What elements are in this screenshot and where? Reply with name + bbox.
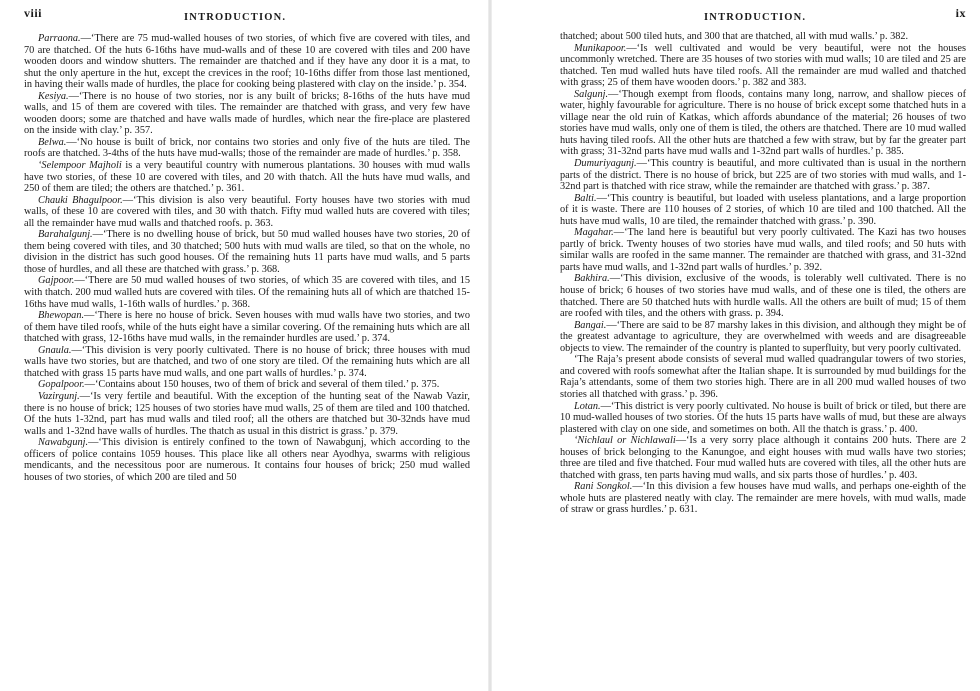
entry-text: —‘This country is beautiful, and more cultivated than is usual in the northern parts of the district. There is no house of brick, but 225 are of two stories with mud walls, and 1-32nd part is thatched with rice straw, while the remainder are thatched with grass.’ p. 387. — [560, 158, 966, 193]
place-name: Munikapoor. — [574, 42, 627, 54]
entry-paragraph — [560, 481, 966, 516]
entry-paragraph — [24, 379, 470, 391]
entry-text: —‘This division is very poorly cultivated. There is no house of brick; three houses with mud walls have two stories, but are thatched, and two of one story are tiled. Of the remaining huts which are all thatched with grass 15 parts have mud walls, and one part walls of hurdles.’ p. 374. — [24, 344, 470, 379]
entry-paragraph — [24, 229, 470, 275]
place-name: Balti. — [574, 192, 597, 204]
entry-paragraph — [24, 195, 470, 230]
place-name: Bakhira. — [574, 273, 610, 285]
right-page — [494, 0, 980, 691]
place-name: Rani Songkol. — [574, 481, 633, 493]
entry-text: ‘The Raja’s present abode consists of several mud walled quadrangular towers of two stories, and covered with roofs somewhat after the Italian shape. It is surrounded by mud buildings for the Raja’s attendants, some of them two stories high. There are in all 200 mud walled houses of two stories all thatched with grass.’ p. 396. — [560, 354, 966, 400]
entry-text: —‘In this division a few houses have mud walls, and perhaps one-eighth of the whole huts are plastered neatly with clay. The remainder are mere hovels, with mud walls, made of straw or grass hurdles.’ p. 631. — [560, 481, 966, 516]
running-title: INTRODUCTION. — [704, 12, 807, 23]
entry-text: is a very beautiful country with numerous plantations. 30 houses with mud walls have two stories, of these 10 are covered with tiles, and 20 with thatch. All the huts have mud walls, and 250 of them are tiled; the others are thatched.’ p. 361. — [24, 160, 470, 195]
place-name: Belwa. — [38, 136, 67, 148]
running-title: INTRODUCTION. — [184, 12, 287, 23]
entry-text: —‘There is no house of two stories, nor is any built of bricks; 8-16ths of the huts have mud walls, and 15 of them are covered with tiles. The remainder are thatched with grass, and very few have wooden doors; some are thatched and have walls made of hurdles, which near the fire-place are plastered on the inside with clay.’ p. 357. — [24, 90, 470, 137]
entry-paragraph — [560, 401, 966, 436]
entry-paragraph — [24, 91, 470, 137]
entry-text: —‘No house is built of brick, nor contains two stories and only five of the huts are tiled. The roofs are thatched. 3-4ths of the huts have mud-walls; those of the remainder are made of hurdles.’ p. 358. — [24, 136, 470, 160]
entry-paragraph — [24, 137, 470, 160]
entry-text: —‘This country is beautiful, but loaded with useless plantations, and a large proportion of it is waste. There are 110 houses of 2 stories, of which 10 are tiled and 100 thatched. All the huts have mud walls, 10 are tiled, the remainder thatched with grass.’ p. 390. — [560, 192, 966, 227]
entry-text: —‘There are 50 mud walled houses of two stories, of which 35 are covered with tiles, and 15 with thatch. 200 mud walled huts are covered with tiles. Of the remaining huts all of which are thatched 15-16ths have mud walls, 1-16th walls of hurdles.’ p. 368. — [24, 275, 470, 310]
entry-paragraph — [24, 33, 470, 91]
entry-text: —‘The land here is beautiful but very poorly cultivated. The Kazi has two houses partly of brick. Twenty houses of two stories have mud walls, and tiled roofs; and 50 huts with similar walls are roofed in the same manner. The remainder are thatched with grass, and 31-32nd parts have mud walls, and 1-32nd part walls of hurdles.’ p. 392. — [560, 227, 966, 273]
place-name: ‘Nichlaul or Nichlawali — [574, 435, 676, 447]
entry-text: —‘There are said to be 87 marshy lakes in this division, and although they might be of the greatest advantage to agriculture, they are overwhelmed with weeds and are disagreeable objects to view. The remainder of the country is planted to superfluity, but very poorly cultivated. — [560, 319, 966, 354]
entry-paragraph — [560, 193, 966, 228]
place-name: Dumuriyagunj. — [574, 158, 637, 170]
entry-text: —‘Though exempt from floods, contains many long, narrow, and shallow pieces of water, highly favourable for agriculture. There is no house of brick except some thatched huts in a village near the old ruin of Katkas, which affords abundance of the material; 26 houses of two stories have mud walls, only one of them is tiled, the others are thatched. There are 10 mud walled huts having tiled roofs. All the other huts are thatched a few with straw, but by far the greater part with grass; 31-32nd parts have mud walls and 1-32nd part walls of hurdles.’ p. 385. — [560, 88, 966, 158]
entry-paragraph — [560, 354, 966, 400]
place-name: Barahalgunj. — [38, 229, 93, 241]
left-page — [0, 0, 486, 691]
entry-text: —‘This division is also very beautiful. Forty houses have two stories with mud walls, of these 10 are covered with tiles, and 30 with thatch. Fifty mud walled huts are covered with tiles; all the remainder have mud walls and thatched roofs. p. 363. — [24, 194, 471, 229]
entry-text: —‘Is a very sorry place although it contains 200 huts. There are 2 houses of brick belonging to the Kanungoe, and eight houses with mud walls have two stories; three are tiled and five thatched. Four mud walled huts are covered with tiles, all the other huts are thatched with grass, ten parts having mud walls, and six parts those of hurdles.’ p. 403. — [560, 435, 966, 481]
entry-paragraph — [560, 89, 966, 158]
entry-paragraph — [24, 437, 470, 483]
place-name: Nawabgunj. — [38, 437, 89, 449]
entry-text: —‘This district is very poorly cultivated. No house is built of brick or tiled, but there are 10 mud-walled houses of two stories. Of the huts 15 parts have walls of mud, but these are always plastered with clay on one side, and sometimes on both. All the thatch is grass.’ p. 400. — [560, 400, 966, 435]
book-gutter — [488, 0, 492, 691]
page-number: ix — [955, 6, 966, 20]
running-head — [24, 6, 470, 28]
place-name: Gajpoor. — [38, 275, 75, 287]
entry-text: —‘Is very fertile and beautiful. With the exception of the hunting seat of the Nawab Vazir, there is no house of brick; 125 houses of two stories have mud walls, 25 of them are tiled and 100 thatched. Of the huts 1-32nd, part has mud walls and tiled roof; all the others are thatched but 30-32nds have mud walls and 1-32nd have walls of hurdles. The thatch as usual in this district is grass.’ p. 379. — [24, 390, 470, 437]
place-name: ‘Selempoor Majholi — [38, 160, 122, 172]
place-name: Gnaula. — [38, 344, 72, 356]
entry-text: thatched; about 500 tiled huts, and 300 that are thatched, all with mud walls.’ p. 382. — [560, 31, 909, 42]
place-name: Magahar. — [574, 227, 614, 239]
entry-paragraph — [24, 160, 470, 195]
entry-paragraph — [560, 31, 966, 43]
entry-paragraph — [560, 320, 966, 355]
place-name: Gopalpoor. — [38, 379, 85, 391]
running-head — [560, 6, 966, 28]
entry-paragraph — [560, 273, 966, 319]
entry-paragraph — [24, 345, 470, 380]
entry-text: —‘This division is entirely confined to the town of Nawabgunj, which according to the officers of police contains 1059 houses. This place like all others near Ayodhya, swarms with religious mendicants, and the necessitous poor are numerous. It contains four houses of brick; 250 mud walled houses of two stories, of which 200 are tiled and 50 — [24, 437, 470, 483]
entry-paragraph — [560, 158, 966, 193]
place-name: Vazirgunj. — [38, 390, 80, 402]
entry-text: —‘There are 75 mud-walled houses of two stories, of which five are covered with tiles, and 70 are thatched. Of the huts 6-16ths have mud-walls and of these 10 are covered with tiles and 200 have wooden doors and window shutters. The remainder are thatched and if they have any door it is a mat, to shut the only aperture in the hut, except the crevices in the roof; 10-16ths differ from those last mentioned, in having their walls made of hurdles, the place for cooking being plastered with clay on the inside.’ p. 354. — [24, 33, 470, 91]
entry-paragraph — [560, 435, 966, 481]
place-name: Bhewopan. — [38, 310, 85, 322]
page-number: viii — [24, 6, 43, 20]
entry-paragraph — [24, 391, 470, 437]
entry-paragraph — [560, 43, 966, 89]
place-name: Salgunj. — [574, 88, 609, 100]
page-body — [560, 31, 966, 516]
entry-text: —‘Contains about 150 houses, two of them of brick and several of them tiled.’ p. 375. — [84, 379, 440, 391]
place-name: Kesiya. — [38, 90, 69, 102]
page-body — [24, 33, 470, 483]
entry-paragraph — [24, 275, 470, 310]
entry-text: —‘This division, exclusive of the woods, is tolerably well cultivated. There is no house of brick; 6 houses of two stories have mud walls, and of these one is tiled, the others are thatched. There are 50 thatched huts with hurdle walls. All the others are built of mud; 15 of them are roofed with tiles, and the others with grass. p. 394. — [560, 273, 966, 320]
entry-text: —‘There is here no house of brick. Seven houses with mud walls have two stories, and two of them have tiled roofs, while of the huts eight have a similar covering. Of the remaining huts which are all thatched with grass, 12-16ths have mud walls, in the remainder hurdles are used.’ p. 374. — [24, 310, 470, 345]
place-name: Parraona. — [38, 33, 81, 44]
place-name: Chauki Bhagulpoor. — [38, 194, 123, 206]
entry-text: —‘There is no dwelling house of brick, but 50 mud walled houses have two stories, 20 of them being covered with tiles, and 30 thatched; 500 huts with mud walls are tiled, so that on the whole, no division in the district has such good houses. Of the remaining huts 11 parts have mud walls, and 5 parts those of hurdles, and all these are thatched with grass.’ p. 368. — [24, 229, 470, 275]
entry-paragraph — [24, 310, 470, 345]
entry-paragraph — [560, 227, 966, 273]
entry-text: —‘Is well cultivated and would be very beautiful, were not the houses uncommonly wretched. There are 35 houses of two stories with mud walls; 10 are tiled and 25 are thatched. Ten mud walled huts have tiled roofs. All the remainder are mud walled and thatched with grass; 25 of them have wooden doors.’ p. 382 and 383. — [560, 42, 966, 89]
place-name: Bangai. — [574, 319, 607, 331]
place-name: Lotan. — [574, 400, 601, 412]
